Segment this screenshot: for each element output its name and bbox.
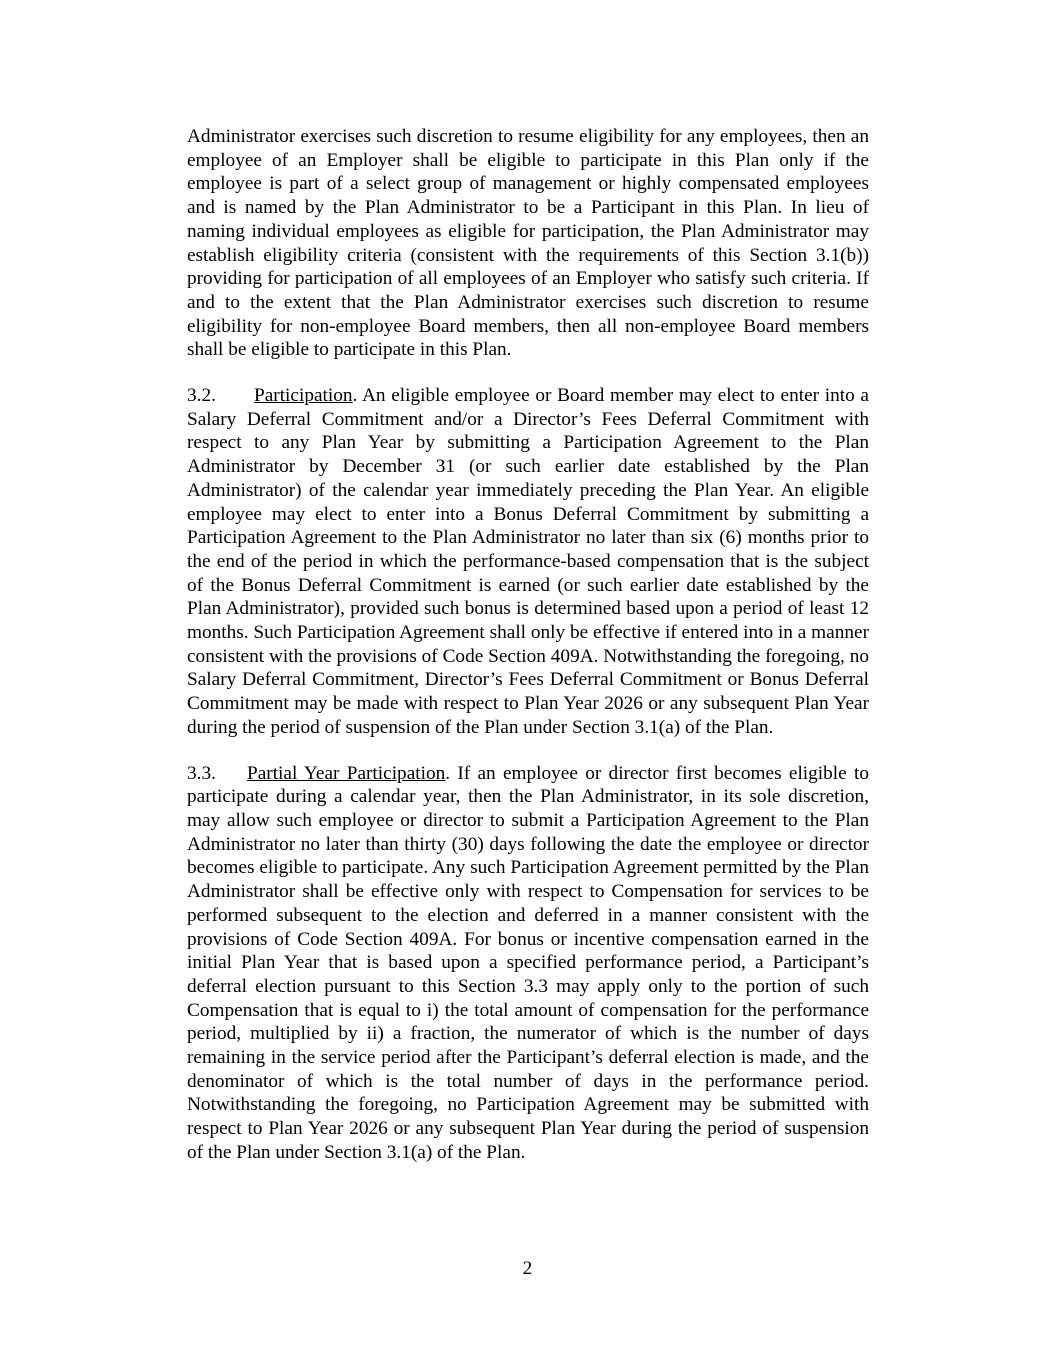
section-3-3-number: 3.3. bbox=[187, 762, 216, 784]
section-3-2-participation bbox=[187, 384, 869, 740]
section-3-3-title: Partial Year Participation bbox=[247, 762, 446, 784]
document-body bbox=[187, 125, 869, 1187]
section-3-2-title: Participation bbox=[254, 385, 353, 407]
page-number: 2 bbox=[522, 1258, 533, 1279]
section-3-3-body: . If an employee or director first becomes eligible to participate during a calendar year, then the Plan Administrator, in its sole discretion, may allow such employee or director to submit a Participation Agreement to the Plan Administrator no later than thirty (30) days following the date the employee or director becomes eligible to participate. Any such Participation Agreement permitted by the Plan Administrator shall be effective only with respect to Compensation for services to be performed subsequent to the election and deferred in a manner consistent with the provisions of Code Section 409A. For bonus or incentive compensation earned in the initial Plan Year that is based upon a specified performance period, a Participant’s deferral election pursuant to this Section 3.3 may apply only to the portion of such Compensation that is equal to i) the total amount of compensation for the performance period, multiplied by ii) a fraction, the numerator of which is the number of days remaining in the service period after the Participant’s deferral election is made, and the denominator of which is the total number of days in the performance period. Notwithstanding the foregoing, no Participation Agreement may be submitted with respect to Plan Year 2026 or any subsequent Plan Year during the period of suspension of the Plan under Section 3.1(a) of the Plan. bbox=[187, 762, 870, 1163]
section-3-3-partial-year-participation bbox=[187, 762, 869, 1165]
paragraph-eligibility-continued: Administrator exercises such discretion to resume eligibility for any employees, then an employee of an Employer shall be eligible to participate in this Plan only if the employee is part of a select group of management or highly compensated employees and is named by the Plan Administrator to be a Participant in this Plan. In lieu of naming individual employees as eligible for participation, the Plan Administrator may establish eligibility criteria (consistent with the requirements of this Section 3.1(b)) providing for participation of all employees of an Employer who satisfy such criteria. If and to the extent that the Plan Administrator exercises such discretion to resume eligibility for non-employee Board members, then all non-employee Board members shall be eligible to participate in this Plan. bbox=[187, 126, 869, 361]
section-3-2-number: 3.2. bbox=[187, 385, 216, 407]
section-3-2-body: . An eligible employee or Board member may elect to enter into a Salary Deferral Commitment and/or a Director’s Fees Deferral Commitment with respect to any Plan Year by submitting a Participation Agreement to the Plan Administrator by December 31 (or such earlier date established by the Plan Administrator) of the calendar year immediately preceding the Plan Year. An eligible employee may elect to enter into a Bonus Deferral Commitment by submitting a Participation Agreement to the Plan Administrator no later than six (6) months prior to the end of the period in which the performance-based compensation that is the subject of the Bonus Deferral Commitment is earned (or such earlier date established by the Plan Administrator), provided such bonus is determined based upon a period of least 12 months. Such Participation Agreement shall only be effective if entered into in a manner consistent with the provisions of Code Section 409A. Notwithstanding the foregoing, no Salary Deferral Commitment, Director’s Fees Deferral Commitment or Bonus Deferral Commitment may be made with respect to Plan Year 2026 or any subsequent Plan Year during the period of suspension of the Plan under Section 3.1(a) of the Plan. bbox=[187, 385, 869, 738]
